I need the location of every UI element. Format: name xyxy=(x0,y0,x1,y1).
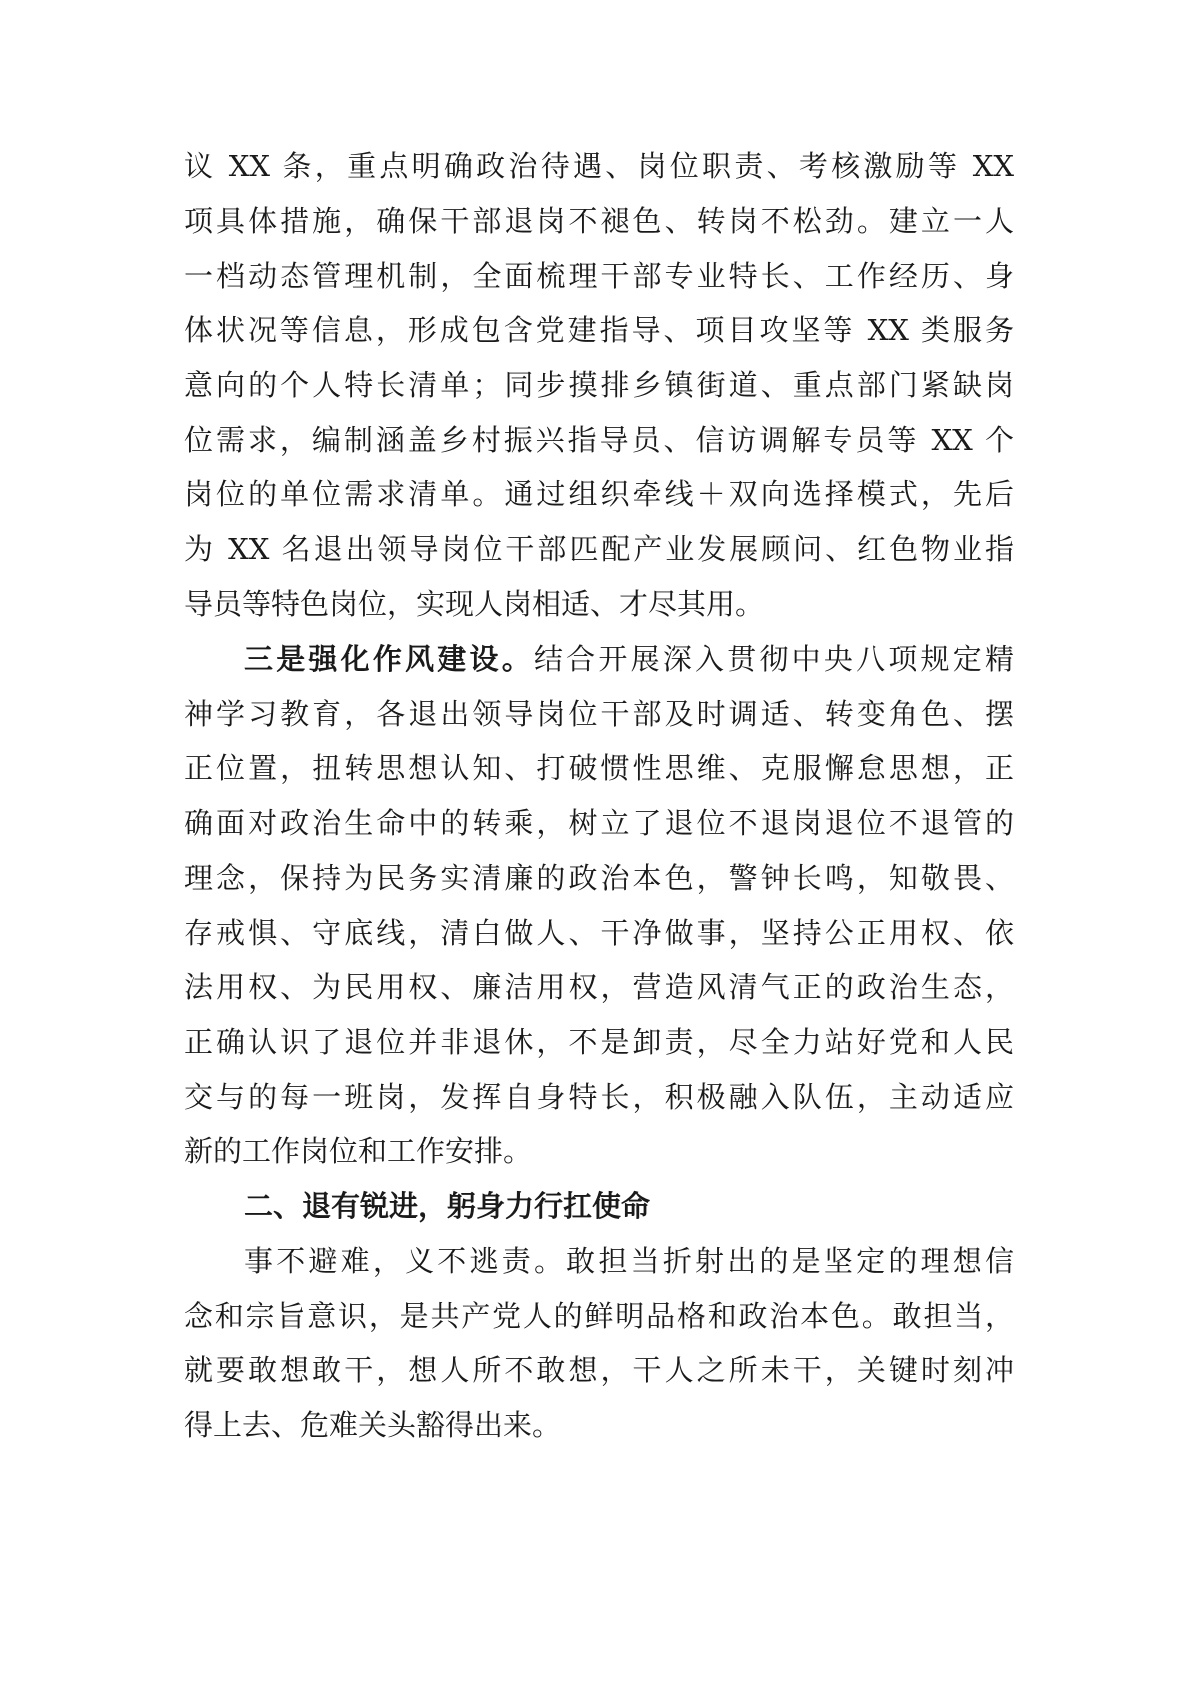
paragraph-line: 为 XX 名退出领导岗位干部匹配产业发展顾问、红色物业指 xyxy=(184,532,1014,566)
paragraph-line: 理念，保持为民务实清廉的政治本色，警钟长鸣，知敬畏、 xyxy=(184,861,1014,895)
paragraph-line: 就要敢想敢干，想人所不敢想，干人之所未干，关键时刻冲 xyxy=(184,1353,1014,1387)
paragraph-line: 确面对政治生命中的转乘，树立了退位不退岗退位不退管的 xyxy=(184,806,1014,840)
paragraph-text: 结合开展深入贯彻中央八项规定精 xyxy=(533,642,1014,676)
paragraph-line: 项具体措施，确保干部退岗不褪色、转岗不松劲。建立一人 xyxy=(184,204,1014,238)
paragraph-line: 念和宗旨意识，是共产党人的鲜明品格和政治本色。敢担当， xyxy=(184,1299,1014,1333)
paragraph-line: 正位置，扭转思想认知、打破惯性思维、克服懈怠思想，正 xyxy=(184,751,1014,785)
section-heading: 二、退有锐进，躬身力行扛使命 xyxy=(244,1189,651,1223)
paragraph-line: 导员等特色岗位，实现人岗相适、才尽其用。 xyxy=(184,587,765,621)
paragraph-line: 体状况等信息，形成包含党建指导、项目攻坚等 XX 类服务 xyxy=(184,313,1014,347)
paragraph-line: 岗位的单位需求清单。通过组织牵线＋双向选择模式，先后 xyxy=(184,477,1014,511)
paragraph-line: 正确认识了退位并非退休，不是卸责，尽全力站好党和人民 xyxy=(184,1025,1014,1059)
paragraph-line: 位需求，编制涵盖乡村振兴指导员、信访调解专员等 XX 个 xyxy=(184,423,1014,457)
paragraph-first-line: 事不避难，义不逃责。敢担当折射出的是坚定的理想信 xyxy=(244,1244,1014,1278)
paragraph-line: 存戒惧、守底线，清白做人、干净做事，坚持公正用权、依 xyxy=(184,916,1014,950)
paragraph-line: 法用权、为民用权、廉洁用权，营造风清气正的政治生态， xyxy=(184,970,1014,1004)
paragraph-line: 交与的每一班岗，发挥自身特长，积极融入队伍，主动适应 xyxy=(184,1080,1014,1114)
paragraph-line: 得上去、危难关头豁得出来。 xyxy=(184,1408,562,1442)
paragraph-line: 新的工作岗位和工作安排。 xyxy=(184,1134,533,1168)
paragraph-line: 一档动态管理机制，全面梳理干部专业特长、工作经历、身 xyxy=(184,259,1014,293)
paragraph-lead-bold: 三是强化作风建设。 xyxy=(244,642,534,676)
paragraph-line: 议 XX 条，重点明确政治待遇、岗位职责、考核激励等 XX xyxy=(184,149,1014,183)
paragraph-line: 神学习教育，各退出领导岗位干部及时调适、转变角色、摆 xyxy=(184,697,1014,731)
paragraph-first-line xyxy=(244,631,1014,687)
paragraph-line: 意向的个人特长清单；同步摸排乡镇街道、重点部门紧缺岗 xyxy=(184,368,1014,402)
